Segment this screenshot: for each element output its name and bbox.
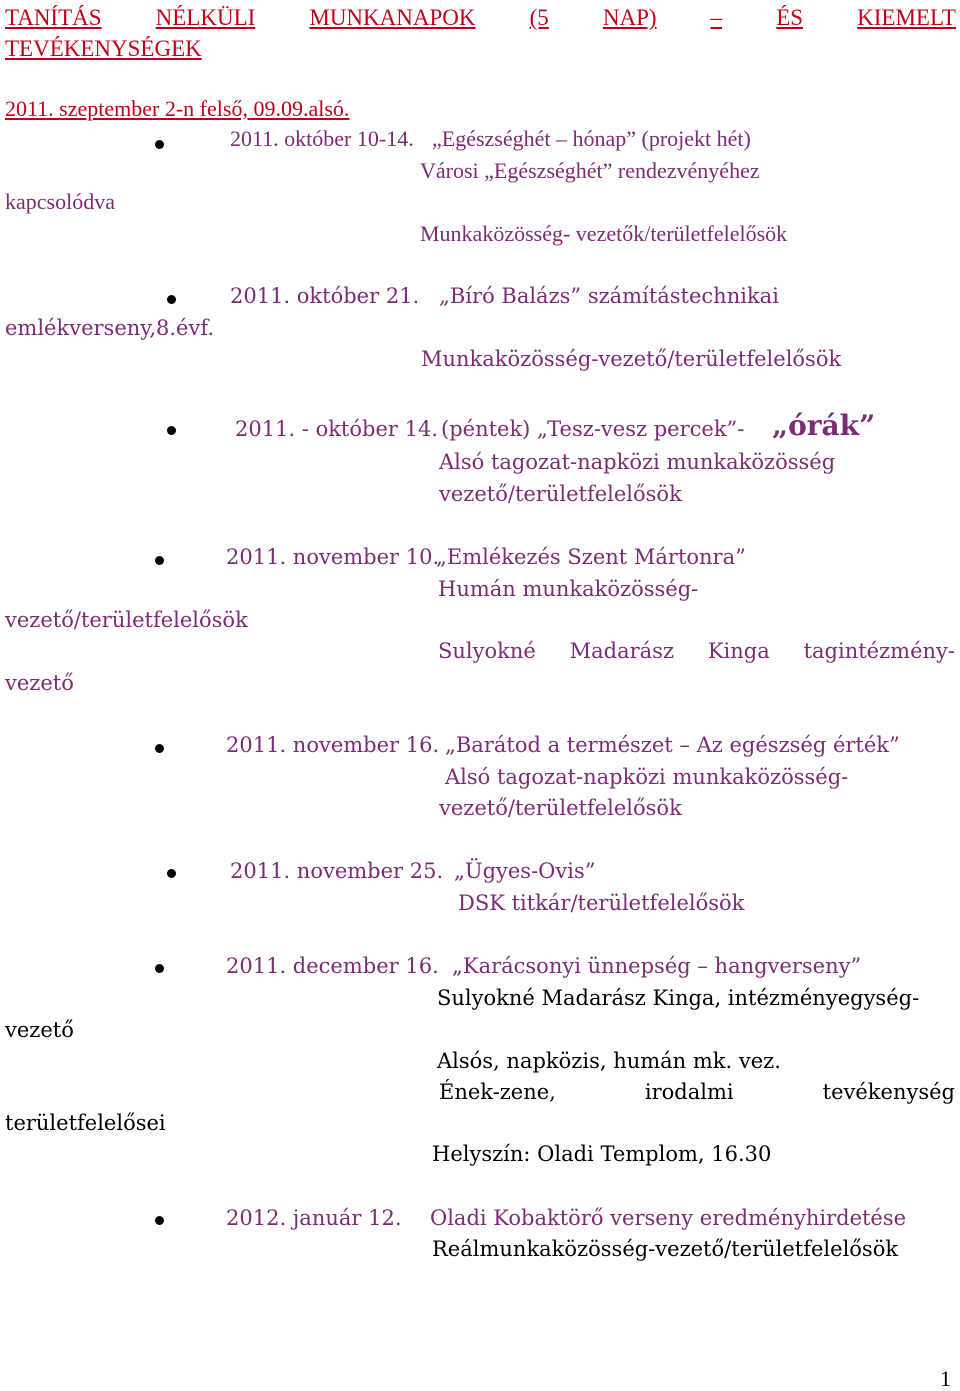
event-location: Helyszín: Oladi Templom, 16.30: [432, 1142, 772, 1166]
event-date: 2011. november 25.: [230, 859, 444, 883]
event-responsible: DSK titkár/területfelelősök: [458, 891, 745, 915]
event-date: 2011. - október 14.: [235, 417, 438, 441]
bullet-icon: [155, 744, 164, 753]
page-number: 1: [940, 1366, 951, 1391]
event-responsible: Munkaközösség- vezetők/területfelelősök: [420, 221, 788, 246]
event-date: 2012. január 12.: [226, 1206, 402, 1230]
word: tevékenység: [822, 1080, 955, 1104]
bullet-icon: [155, 140, 164, 149]
bullet-icon: [167, 426, 176, 435]
event-title: „Barátod a természet – Az egészség érték”: [445, 733, 900, 757]
event-responsible-cont: vezető: [5, 1018, 74, 1042]
bullet-icon: [155, 1216, 164, 1225]
event-responsible: Alsó tagozat-napközi munkaközösség-: [445, 765, 849, 789]
title-word: ÉS: [776, 5, 804, 30]
word: Sulyokné: [438, 639, 536, 663]
bullet-icon: [155, 964, 164, 973]
word: Madarász: [569, 639, 675, 663]
title-line-1: [5, 6, 956, 29]
event-title: „Karácsonyi ünnepség – hangverseny”: [452, 954, 862, 978]
event-title: „Egészséghét – hónap” (projekt hét): [432, 126, 751, 151]
event-title: (péntek) „Tesz-vesz percek”-: [441, 417, 745, 441]
bullet-icon: [167, 869, 176, 878]
title-word: TANÍTÁS: [5, 5, 102, 30]
word: Ének-zene,: [439, 1080, 556, 1104]
title-word: NAP): [602, 5, 657, 30]
event-title: „Ügyes-Ovis”: [454, 859, 596, 883]
event-responsible: Reálmunkaközösség-vezető/területfelelősök: [432, 1237, 899, 1261]
event-date: 2011. november 10.: [226, 545, 440, 569]
event-title-emphasis: „órák”: [772, 409, 876, 442]
event-title-cont: kapcsolódva: [5, 189, 115, 214]
word: irodalmi: [644, 1080, 734, 1104]
event-date: 2011. november 16.: [226, 733, 440, 757]
event-responsible-2-cont: vezető: [5, 671, 74, 695]
title-line-2: TEVÉKENYSÉGEK: [5, 36, 202, 61]
page-subtitle: 2011. szeptember 2-n felső, 09.09.alsó.: [5, 96, 350, 121]
title-word: KIEMELT: [857, 5, 956, 30]
event-responsible: Humán munkaközösség-: [438, 577, 699, 601]
event-responsible: Munkaközösség-vezető/területfelelősök: [421, 347, 842, 371]
event-responsible: Sulyokné Madarász Kinga, intézményegység-: [437, 986, 920, 1010]
title-word: –: [710, 5, 723, 30]
event-title: „Bíró Balázs” számítástechnikai: [439, 284, 779, 308]
event-responsible-cont: vezető/területfelelősök: [5, 608, 248, 632]
event-responsible-2: [438, 641, 955, 662]
event-title: „Emlékezés Szent Mártonra”: [436, 545, 746, 569]
event-date: 2011. december 16.: [226, 954, 439, 978]
event-title-cont: Városi „Egészséghét” rendezvényéhez: [420, 158, 760, 183]
event-responsible: Alsó tagozat-napközi munkaközösség: [439, 450, 836, 474]
word: tagintézmény-: [803, 639, 955, 663]
event-responsible-cont: vezető/területfelelősök: [439, 796, 682, 820]
event-responsible-3: [439, 1082, 955, 1103]
event-date: 2011. október 10-14.: [230, 126, 414, 151]
event-title: Oladi Kobaktörő verseny eredményhirdetése: [430, 1206, 907, 1230]
word: Kinga: [707, 639, 770, 663]
title-word: (5: [529, 5, 549, 30]
bullet-icon: [167, 295, 176, 304]
bullet-icon: [155, 556, 164, 565]
event-date: 2011. október 21.: [230, 284, 420, 308]
event-responsible-cont: vezető/területfelelősök: [439, 482, 682, 506]
event-title-cont: emlékverseny,8.évf.: [5, 316, 215, 340]
event-responsible-3-cont: területfelelősei: [5, 1111, 166, 1135]
title-word: MUNKANAPOK: [309, 5, 476, 30]
title-word: NÉLKÜLI: [155, 5, 256, 30]
event-responsible-2: Alsós, napközis, humán mk. vez.: [437, 1049, 781, 1073]
